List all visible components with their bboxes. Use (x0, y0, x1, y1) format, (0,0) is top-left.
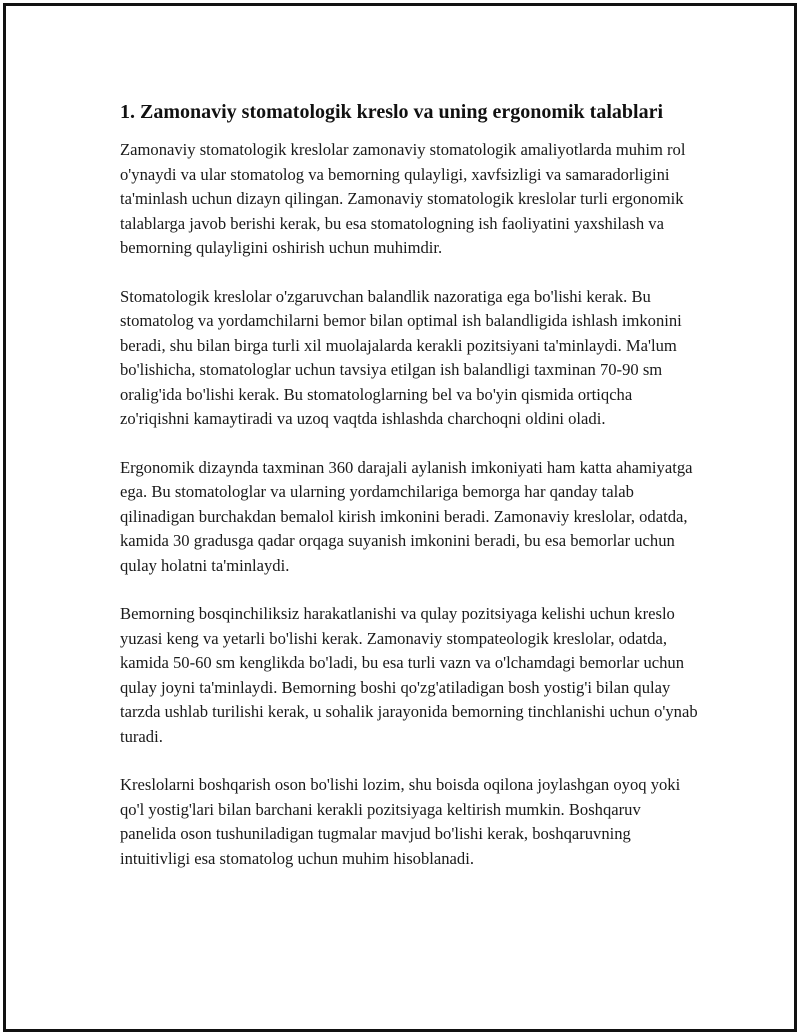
paragraph-intro: Zamonaviy stomatologik kreslolar zamonaviy stomatologik amaliyotlarda muhim rol o'ynaydi va ular stomatolog va bemorning qulayligi, xavfsizligi va samaradorligini ta'minlash uchun dizayn qilingan. Zamonaviy stomatologik kreslolar turli ergonomik talablarga javob berishi kerak, bu esa stomatologning ish faoliyatini yaxshilash va bemorning qulayligini oshirish uchun muhimdir. (120, 140, 686, 257)
document-body (120, 98, 700, 871)
page-frame (3, 3, 797, 1032)
paragraph-controls: Kreslolarni boshqarish oson bo'lishi lozim, shu boisda oqilona joylashgan oyoq yoki qo'l yostig'lari bilan barchani kerakli pozitsiyaga keltirish mumkin. Boshqaruv panelida oson tushuniladigan tugmalar mavjud bo'lishi kerak, boshqaruvning intuitivligi esa stomatolog uchun muhim hisoblanadi. (120, 775, 681, 868)
section-heading: 1. Zamonaviy stomatologik kreslo va uning ergonomik talablari (120, 101, 664, 123)
paragraph-rotation: Ergonomik dizaynda taxminan 360 darajali aylanish imkoniyati ham katta ahamiyatga ega. Bu stomatologlar va ularning yordamchilariga bemorga har qanday talab qilinadigan burchakdan bemalol kirish imkonini beradi. Zamonaviy kreslolar, odatda, kamida 30 gradusga qadar orqaga suyanish imkonini beradi, bu esa bemorlar uchun qulay holatni ta'minlaydi. (120, 457, 693, 575)
paragraph-height-control: Stomatologik kreslolar o'zgaruvchan balandlik nazoratiga ega bo'lishi kerak. Bu stomatolog va yordamchilarni bemor bilan optimal ish balandligida ishlash imkonini beradi, shu bilan birga turli xil muolajalarda kerakli pozitsiyani ta'minlaydi. Ma'lum bo'lishicha, stomatologlar uchun tavsiya etilgan ish balandligi taxminan 70-90 sm oralig'ida bo'lishi kerak. Bu stomatologlarning bel va bo'yin qismida ortiqcha zo'riqishni kamaytiradi va uzoq vaqtda ishlashda charchoqni oldini oladi. (120, 286, 682, 428)
paragraph-seat-width: Bemorning bosqinchiliksiz harakatlanishi va qulay pozitsiyaga kelishi uchun kreslo yuzasi keng va yetarli bo'lishi kerak. Zamonaviy stompateologik kreslolar, odatda, kamida 50-60 sm kenglikda bo'ladi, bu esa turli vazn va o'lchamdagi bemorlar uchun qulay joyni ta'minlaydi. Bemorning boshi qo'zg'atiladigan bosh yostig'i bilan qulay tarzda ushlab turilishi kerak, u sohalik jarayonida bemorning tinchlanishi uchun o'ynab turadi. (120, 604, 698, 746)
